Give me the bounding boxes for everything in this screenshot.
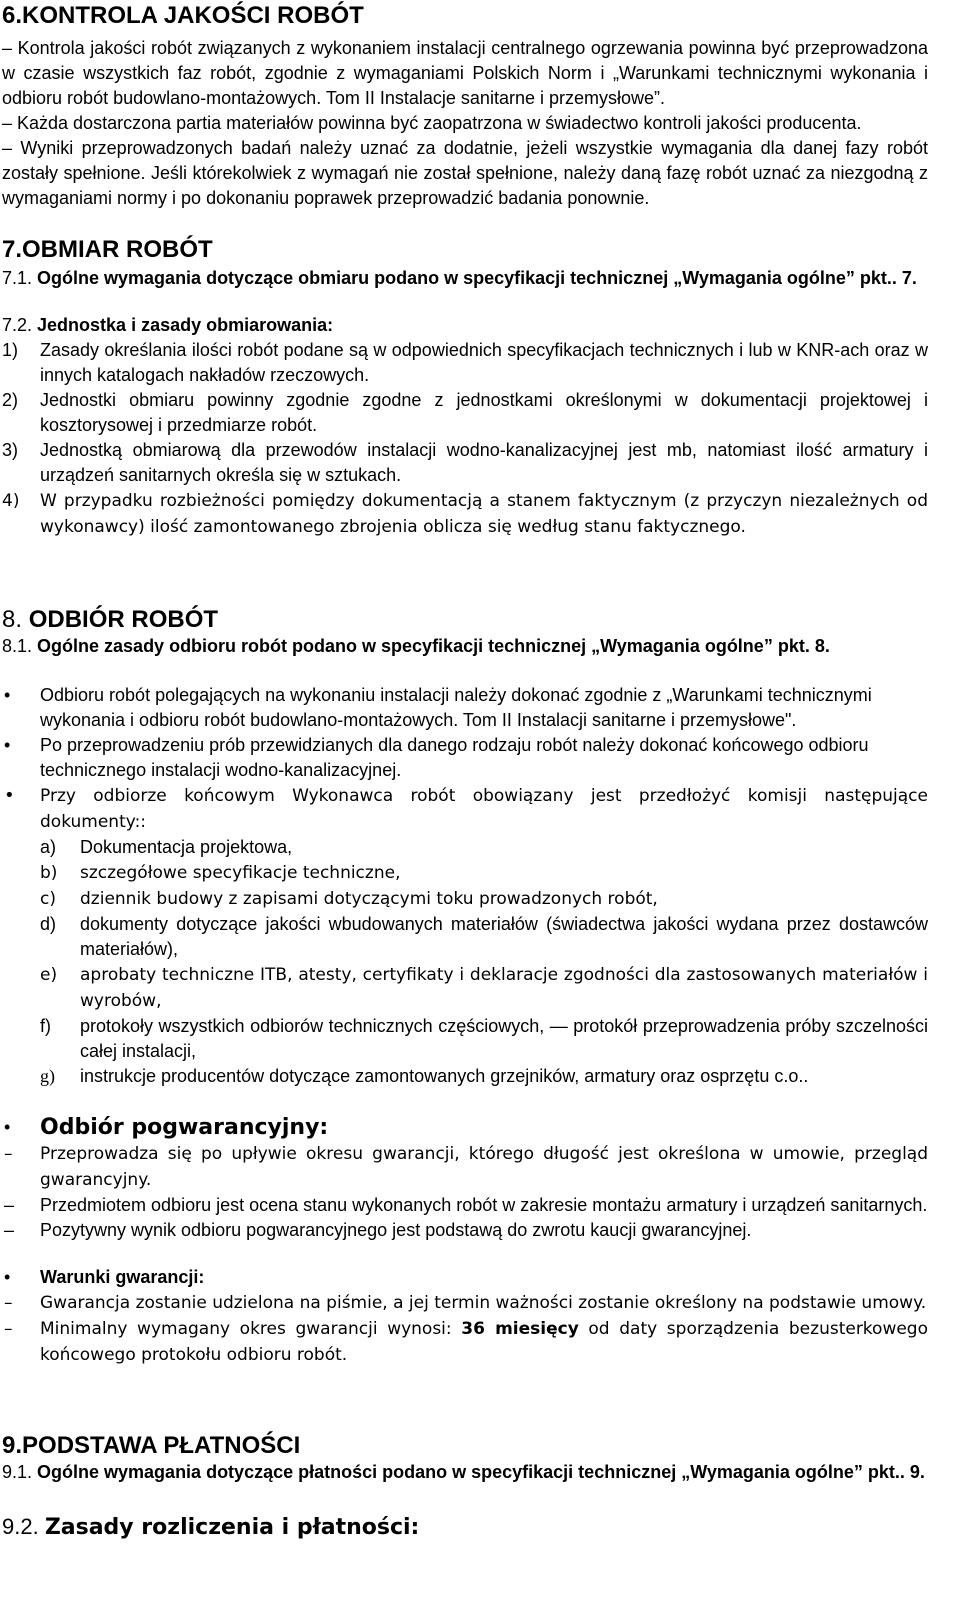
section-6-title: 6.KONTROLA JAKOŚCI ROBÓT	[2, 2, 364, 29]
section-6-paragraph-2: – Każda dostarczona partia materiałów powinna być zaopatrzona w świadectwo kontroli jakości producenta.	[2, 113, 862, 133]
dash-item: – Minimalny wymagany okres gwarancji wynosi: 36 miesięcy od daty sporządzenia bezusterkowego końcowego protokołu odbioru robót.	[4, 1319, 929, 1365]
list-item: 2) Jednostki obmiaru powinny zgodnie zgodne z jednostkami określonymi w dokumentacji projektowej i kosztorysowej i przedmiarze robót.	[2, 390, 928, 435]
section-6-paragraph-3: – Wyniki przeprowadzonych badań należy uznać za dodatnie, jeżeli wszystkie wymagania dla danej fazy robót zostały spełnione. Jeśli którekolwiek z wymagań nie został spełnione, należy daną fazę robót uznać za niezgodną z wymaganiami normy i po dokonaniu poprawek przeprowadzić badania ponownie.	[2, 138, 928, 208]
list-item: 4) W przypadku rozbieżności pomiędzy dokumentacją a stanem faktycznym (z przyczyn niezależnych od wykonawcy) ilość zamontowanego zbrojenia oblicza się według stanu faktycznego.	[2, 491, 928, 537]
warranty-period: 36 miesięcy	[461, 1319, 579, 1339]
bullet-item: • Przy odbiorze końcowym Wykonawca robót obowiązany jest przedłożyć komisji następujące dokumenty::	[4, 785, 928, 832]
subsection-7-1-text: Ogólne wymagania dotyczące obmiaru podano w specyfikacji technicznej „Wymagania ogólne” pkt.. 7.	[37, 268, 917, 288]
subsection-8-1-number: 8.1.	[2, 636, 38, 656]
subsection-9-2-text: Zasady rozliczenia i płatności:	[44, 1515, 420, 1540]
list-item: c) dziennik budowy z zapisami dotyczącymi toku prowadzonych robót,	[40, 889, 658, 909]
list-item: 1) Zasady określania ilości robót podane są w odpowiednich specyfikacjach technicznych i lub w KNR-ach oraz w innych katalogach nakładów rzeczowych.	[2, 340, 928, 385]
list-item: g) instrukcje producentów dotyczące zamontowanych grzejników, armatury oraz osprzętu c.o..	[40, 1066, 809, 1086]
section-8-text: ODBIÓR ROBÓT	[28, 606, 219, 633]
section-9	[2, 1432, 928, 1542]
post-warranty-heading: • Odbiór pogwarancyjny:	[4, 1115, 329, 1140]
bullet-item: • Po przeprowadzeniu prób przewidzianych dla danego rodzaju robót należy dokonać końcowego odbioru technicznego instalacji wodno-kanalizacyjnej.	[4, 735, 869, 780]
section-8-number: 8.	[2, 606, 29, 633]
section-6	[2, 2, 928, 211]
list-item: f) protokoły wszystkich odbiorów technicznych częściowych, — protokół przeprowadzenia próby szczelności całej instalacji,	[40, 1016, 928, 1061]
section-7-title: 7.OBMIAR ROBÓT	[2, 236, 213, 263]
section-7	[2, 236, 928, 540]
section-8	[2, 606, 928, 1368]
list-item: e) aprobaty techniczne ITB, atesty, certyfikaty i deklaracje zgodności dla zastosowanych materiałów i wyrobów,	[40, 965, 928, 1011]
subsection-7-2-number: 7.2.	[2, 315, 38, 335]
subsection-9-2	[2, 1513, 928, 1542]
section-6-paragraph-1: – Kontrola jakości robót związanych z wykonaniem instalacji centralnego ogrzewania powinna być przeprowadzona w czasie wszystkich faz robót, zgodnie z wymaganiami Polskich Norm i „Warunkami technicznymi wykonania i odbioru robót budowlano-montażowych. Tom II Instalacje sanitarne i przemysłowe”.	[2, 38, 928, 108]
list-item: a) Dokumentacja projektowa,	[40, 837, 293, 857]
subsection-7-2-text: Jednostka i zasady obmiarowania:	[37, 315, 334, 335]
bullet-item: • Odbioru robót polegających na wykonaniu instalacji należy dokonać zgodnie z „Warunkami technicznymi wykonania i odbioru robót budowlano-montażowych. Tom II Instalacji sanitarne i przemysłowe".	[4, 685, 872, 730]
subsection-7-1-number: 7.1.	[2, 268, 38, 288]
required-documents-list	[2, 835, 928, 1089]
subsection-9-2-number: 9.2.	[2, 1514, 45, 1539]
section-9-title: 9.PODSTAWA PŁATNOŚCI	[2, 1432, 301, 1459]
subsection-7-2	[2, 313, 928, 338]
subsection-8-1	[2, 634, 928, 659]
subsection-8-1-text: Ogólne zasady odbioru robót podano w specyfikacji technicznej „Wymagania ogólne” pkt. 8.	[37, 636, 830, 656]
subsection-9-1-number: 9.1.	[2, 1462, 38, 1482]
warranty-heading: • Warunki gwarancji:	[4, 1267, 205, 1287]
dash-item: – Przeprowadza się po upływie okresu gwarancji, którego długość jest określona w umowie, przegląd gwarancyjny.	[4, 1144, 928, 1190]
subsection-9-1-text: Ogólne wymagania dotyczące płatności podano w specyfikacji technicznej „Wymagania ogólne” pkt.. 9.	[37, 1462, 925, 1482]
measurement-rules-list	[2, 338, 928, 540]
list-item: d) dokumenty dotyczące jakości wbudowanych materiałów (świadectwa jakości wydana przez dostawców materiałów),	[40, 914, 928, 959]
dash-item: – Gwarancja zostanie udzielona na piśmie, a jej termin ważności zostanie określony na podstawie umowy.	[4, 1293, 927, 1313]
dash-item: – Pozytywny wynik odbioru pogwarancyjnego jest podstawą do zwrotu kaucji gwarancyjnej.	[4, 1220, 752, 1240]
list-item: b) szczegółowe specyfikacje techniczne,	[40, 863, 401, 883]
list-item: 3) Jednostką obmiarową dla przewodów instalacji wodno-kanalizacyjnej jest mb, natomiast ilość armatury i urządzeń sanitarnych określa się w sztukach.	[2, 440, 928, 485]
subsection-9-1	[2, 1460, 928, 1485]
dash-item: – Przedmiotem odbioru jest ocena stanu wykonanych robót w zakresie montażu armatury i urządzeń sanitarnych.	[4, 1195, 928, 1215]
section-8-title	[2, 606, 928, 634]
subsection-7-1	[2, 266, 928, 291]
